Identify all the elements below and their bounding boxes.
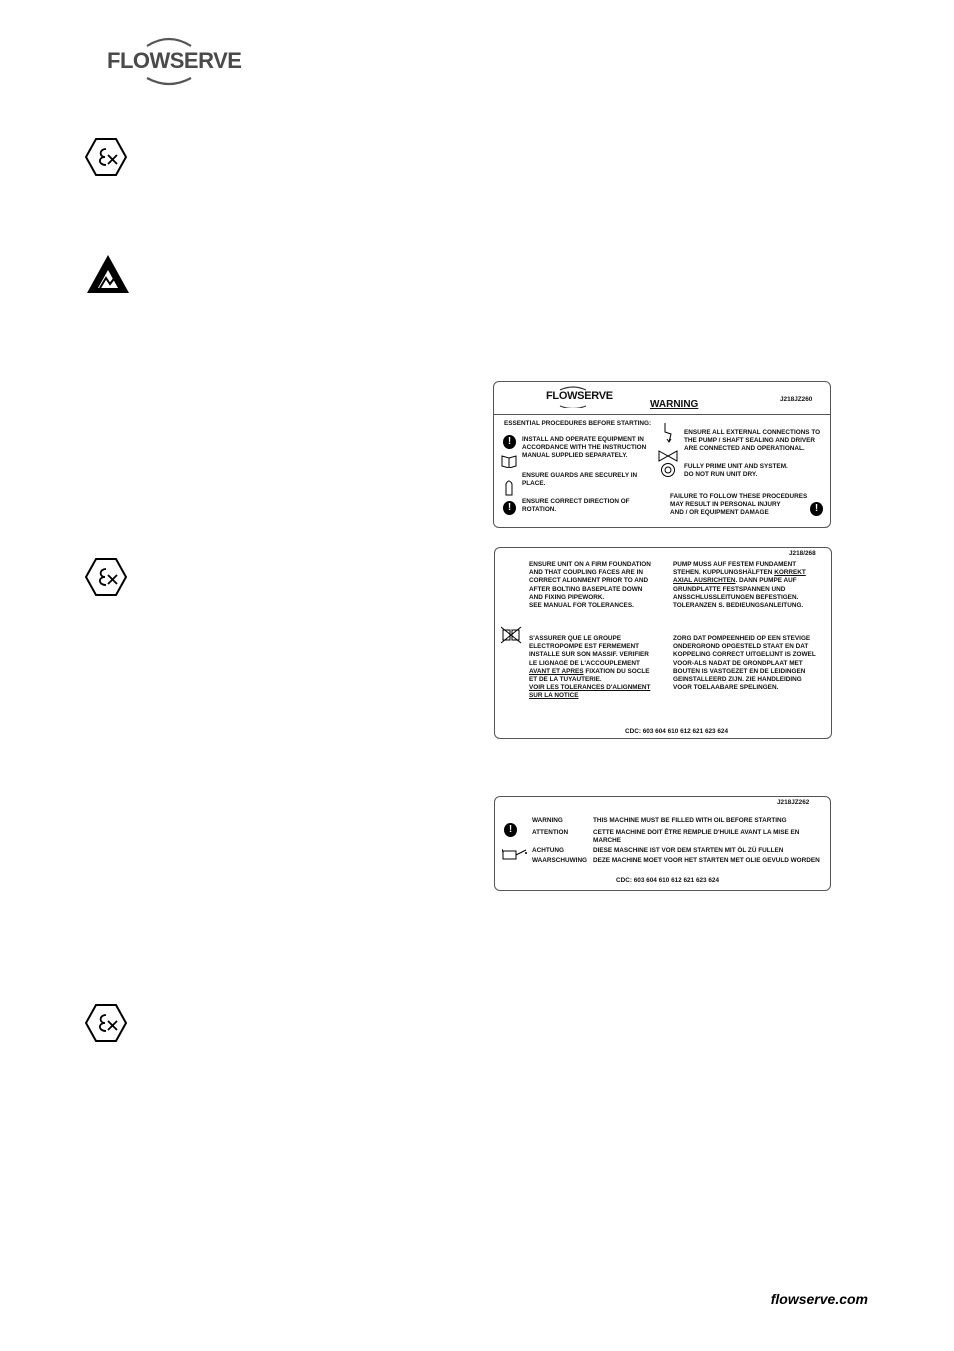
item-guards: ENSURE GUARDS ARE SECURELY IN PLACE. <box>522 472 638 488</box>
item-install: INSTALL AND OPERATE EQUIPMENT IN ACCORDANCE WITH THE INSTRUCTION MANUAL SUPPLIED SEPARATELY. <box>522 436 647 460</box>
label-title: WARNING <box>650 399 699 410</box>
row-text: DEZE MACHINE MOET VOOR HET STARTEN MET OLIE GEVULD WORDEN <box>593 857 820 864</box>
footer-url[interactable]: flowserve.com <box>770 1291 868 1307</box>
row-lang: WAARSCHUWING <box>532 857 588 864</box>
label-code: J218JZ260 <box>780 396 813 403</box>
label-code: J218/268 <box>789 550 816 557</box>
label-divider <box>494 414 830 415</box>
mandatory-icon: ! <box>503 501 516 515</box>
row-text: THIS MACHINE MUST BE FILLED WITH OIL BEFORE STARTING <box>593 817 787 824</box>
warning-label-essential-procedures <box>493 381 831 528</box>
item-prime: FULLY PRIME UNIT AND SYSTEM. DO NOT RUN UNIT DRY. <box>684 463 788 479</box>
text-german-underlined: KORREKT <box>774 569 806 577</box>
label-cdc: CDC: 603 604 610 612 621 623 624 <box>616 877 720 884</box>
label-code: J218JZ262 <box>777 799 810 806</box>
item-failure: FAILURE TO FOLLOW THESE PROCEDURES MAY RESULT IN PERSONAL INJURY AND / OR EQUIPMENT DAMAGE <box>670 493 808 517</box>
electrical-connection-icon <box>662 422 674 444</box>
ex-mark-icon <box>85 138 127 176</box>
row-text: CETTE MACHINE DOIT ÊTRE REMPLIE D'HUILE AVANT LA MISE EN MARCHE <box>593 829 800 845</box>
text-english: ENSURE UNIT ON A FIRM FOUNDATION AND THAT COUPLING FACES ARE IN CORRECT ALIGNMENT PRIOR TO AND AFTER BOLTING BASEPLATE DOWN AND FIXING PIPEWORK. SEE MANUAL FOR TOLERANCES. <box>529 561 651 610</box>
text-french-part: FIXATION DU SOCLE ET DE LA TUYAUTERIE. <box>529 667 650 684</box>
mandatory-icon: ! <box>503 435 516 449</box>
mandatory-icon: ! <box>504 823 517 837</box>
text-french-part: S'ASSURER QUE LE GROUPE ELECTROPOMPE EST FERMEMENT INSTALLE SUR SON MASSIF. VERIFIER LE LIGNAGE DE L'ACCOUPLEMENT <box>529 635 649 667</box>
valve-icon <box>658 448 678 462</box>
text-german-part: PUMP MUSS AUF FESTEM FUNDAMENT STEHEN. KUPPLUNGSHÄLFTEN <box>673 561 797 577</box>
label-cdc: CDC: 603 604 610 612 621 623 624 <box>625 728 729 735</box>
oil-fill-label <box>494 796 831 891</box>
label-intro: ESSENTIAL PROCEDURES BEFORE STARTING: <box>504 420 652 427</box>
flowserve-logo <box>107 36 242 86</box>
text-german-part: . DANN PUMPE AUF GRUNDPLATTE FESTSPANNEN UND ANSSCHLUSSLEITUNGEN BEFESTIGEN. TOLERANZEN S. BEDIEUNGSANLEITUNG. <box>673 577 804 610</box>
logo-text: FLOWSERVE <box>107 48 242 73</box>
row-lang: ATTENTION <box>532 829 569 836</box>
row-text: DIESE MASCHINE IST VOR DEM STARTEN MIT ÖL ZÜ FULLEN <box>593 847 784 854</box>
mandatory-icon: ! <box>810 502 823 516</box>
item-connections: ENSURE ALL EXTERNAL CONNECTIONS TO THE PUMP / SHAFT SEALING AND DRIVER ARE CONNECTED AND OPERATIONAL. <box>684 429 821 453</box>
manual-book-icon <box>501 454 517 468</box>
coupling-alignment-icon <box>500 626 522 644</box>
oil-can-icon <box>502 847 528 861</box>
text-french-underlined: VOIR LES TOLERANCES D'ALIGNMENT SUR LA NOTICE <box>529 684 651 700</box>
label-brand: FLOWSERVE <box>546 390 613 402</box>
text-dutch: ZORG DAT POMPEENHEID OP EEN STEVIGE ONDERGROND OPGESTELD STAAT EN DAT KOPPELING CORRECT UITGELIJNT IS ZOWEL VOOR-ALS NADAT DE GRONDPLAAT MET BOUTEN IS VASTGEZET EN DE LEIDINGEN GEINSTALLEERD ZIJN. ZIE HANDLEIDING VOOR TOELAABARE SPELINGEN. <box>673 635 816 692</box>
text-german-underlined: AXIAL AUSRICHTEN <box>673 577 736 585</box>
text-french <box>529 635 650 701</box>
ex-mark-icon <box>85 558 127 596</box>
row-lang: ACHTUNG <box>532 847 564 854</box>
text-german <box>673 561 806 610</box>
alignment-label <box>494 547 832 739</box>
label-swoosh-icon <box>550 386 596 408</box>
esd-warning-icon <box>86 254 130 294</box>
item-rotation: ENSURE CORRECT DIRECTION OF ROTATION. <box>522 498 630 514</box>
prime-pump-icon <box>660 462 676 478</box>
row-lang: WARNING <box>532 817 563 824</box>
ex-mark-icon <box>85 1004 127 1042</box>
text-french-underlined: AVANT ET APRES <box>529 667 584 675</box>
guard-icon <box>503 478 515 496</box>
